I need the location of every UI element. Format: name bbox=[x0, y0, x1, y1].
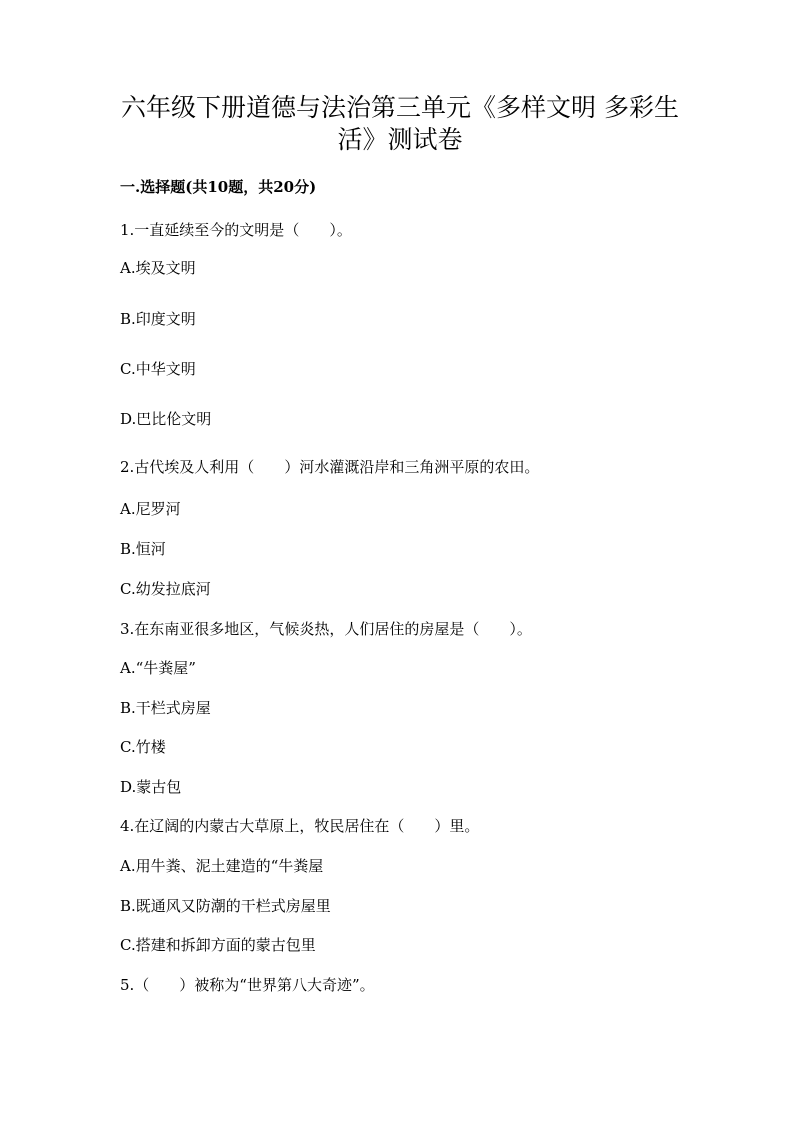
question-3-option-a: A.“牛粪屋” bbox=[120, 659, 196, 677]
question-2-option-a: A.尼罗河 bbox=[120, 500, 181, 518]
page-title: 六年级下册道德与法治第三单元《多样文明 多彩生活》测试卷 bbox=[121, 93, 679, 154]
question-4-option-a: A.用牛粪、泥土建造的“牛粪屋 bbox=[120, 857, 324, 875]
question-1-option-b: B.印度文明 bbox=[120, 310, 196, 328]
question-1-stem: 1.一直延续至今的文明是（ ）。 bbox=[120, 221, 352, 239]
question-4-stem: 4.在辽阔的内蒙古大草原上，牧民居住在（ ）里。 bbox=[120, 817, 480, 835]
question-3-option-c: C.竹楼 bbox=[120, 738, 166, 756]
question-4-option-b: B.既通风又防潮的干栏式房屋里 bbox=[120, 897, 331, 915]
section-heading: 一.选择题(共10题，共20分) bbox=[120, 178, 317, 196]
question-1-option-c: C.中华文明 bbox=[120, 360, 196, 378]
question-3-stem: 3.在东南亚很多地区，气候炎热，人们居住的房屋是（ ）。 bbox=[120, 620, 532, 638]
question-2-stem: 2.古代埃及人利用（ ）河水灌溉沿岸和三角洲平原的农田。 bbox=[120, 458, 540, 476]
question-2-option-b: B.恒河 bbox=[120, 540, 166, 558]
question-4-option-c: C.搭建和拆卸方面的蒙古包里 bbox=[120, 936, 316, 954]
question-5-stem: 5.（ ）被称为“世界第八大奇迹”。 bbox=[120, 976, 375, 994]
question-3-option-d: D.蒙古包 bbox=[120, 778, 182, 796]
question-1-option-a: A.埃及文明 bbox=[120, 259, 196, 277]
question-2-option-c: C.幼发拉底河 bbox=[120, 580, 211, 598]
question-3-option-b: B.干栏式房屋 bbox=[120, 699, 211, 717]
question-1-option-d: D.巴比伦文明 bbox=[120, 410, 212, 428]
